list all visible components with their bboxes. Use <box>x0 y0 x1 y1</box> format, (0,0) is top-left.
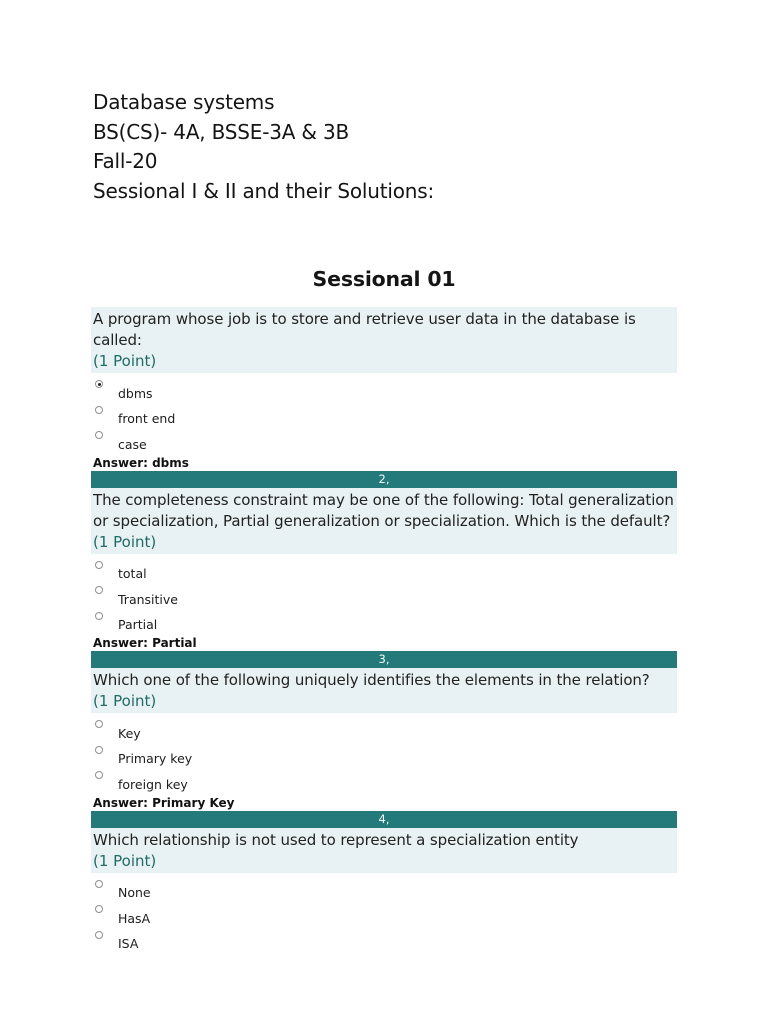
radio-icon[interactable] <box>95 586 103 594</box>
answer-text: Answer: Primary Key <box>93 795 235 810</box>
option-key[interactable] <box>91 718 677 744</box>
question-points: (1 Point) <box>93 532 157 551</box>
option-none[interactable] <box>91 878 677 904</box>
question-text: Which one of the following uniquely identifies the elements in the relation? <box>93 671 650 689</box>
option-label: Transitive <box>118 591 178 607</box>
radio-icon[interactable] <box>95 431 103 439</box>
answer-text: Answer: Partial <box>93 636 197 650</box>
option-primary-key[interactable] <box>91 744 677 770</box>
section-title: Sessional 01 <box>312 267 456 291</box>
course-title: Database systems <box>93 90 275 114</box>
question-4 <box>91 811 677 955</box>
options-list <box>91 713 677 795</box>
options-list <box>91 373 677 455</box>
radio-selected-icon[interactable] <box>95 380 103 388</box>
option-transitive[interactable] <box>91 584 677 610</box>
document-subtitle: Sessional I & II and their Solutions: <box>93 178 435 203</box>
question-number-bar: 4, <box>91 811 677 828</box>
option-case[interactable] <box>91 429 677 455</box>
document-header <box>93 88 713 206</box>
semester: Fall-20 <box>93 149 158 173</box>
answer-text: Answer: dbms <box>93 455 189 470</box>
radio-icon[interactable] <box>95 905 103 913</box>
option-foreign-key[interactable] <box>91 769 677 795</box>
option-label: foreign key <box>118 776 188 792</box>
quiz-list <box>91 307 677 954</box>
question-box <box>91 828 677 873</box>
question-text: The completeness constraint may be one of the following: Total generalization or specialization, Partial generalization or specialization. Which is the default? <box>93 490 674 530</box>
option-label: ISA <box>118 936 139 951</box>
radio-icon[interactable] <box>95 720 103 728</box>
option-label: front end <box>118 411 176 426</box>
radio-icon[interactable] <box>95 880 103 888</box>
radio-icon[interactable] <box>95 612 103 620</box>
program-sections: BS(CS)- 4A, BSSE-3A & 3B <box>93 119 350 144</box>
question-points: (1 Point) <box>93 851 157 870</box>
option-partial[interactable] <box>91 610 677 636</box>
option-label: Key <box>118 725 141 741</box>
question-number-bar: 2, <box>91 471 677 488</box>
question-text: A program whose job is to store and retrieve user data in the database is called: <box>93 310 636 349</box>
option-label: total <box>118 566 147 581</box>
question-text: Which relationship is not used to represent a specialization entity <box>93 830 579 849</box>
option-label: case <box>118 436 147 452</box>
question-box <box>91 307 677 373</box>
question-points: (1 Point) <box>93 352 157 370</box>
option-label: Primary key <box>118 751 193 766</box>
option-dbms[interactable] <box>91 378 677 404</box>
question-2 <box>91 471 677 652</box>
radio-icon[interactable] <box>95 561 103 569</box>
radio-icon[interactable] <box>95 771 103 779</box>
options-list <box>91 554 677 636</box>
question-box <box>91 668 677 713</box>
question-1 <box>91 307 677 471</box>
question-3 <box>91 651 677 811</box>
option-label: HasA <box>118 910 151 926</box>
option-total[interactable] <box>91 559 677 585</box>
option-isa[interactable] <box>91 929 677 955</box>
question-number-bar: 3, <box>91 651 677 668</box>
option-label: dbms <box>118 385 153 401</box>
question-points: (1 Point) <box>93 692 157 710</box>
options-list <box>91 873 677 955</box>
option-hasa[interactable] <box>91 903 677 929</box>
question-box <box>91 488 677 554</box>
option-label: None <box>118 885 151 900</box>
option-label: Partial <box>118 617 158 632</box>
option-front-end[interactable] <box>91 404 677 430</box>
radio-icon[interactable] <box>95 931 103 939</box>
radio-icon[interactable] <box>95 746 103 754</box>
radio-icon[interactable] <box>95 406 103 414</box>
